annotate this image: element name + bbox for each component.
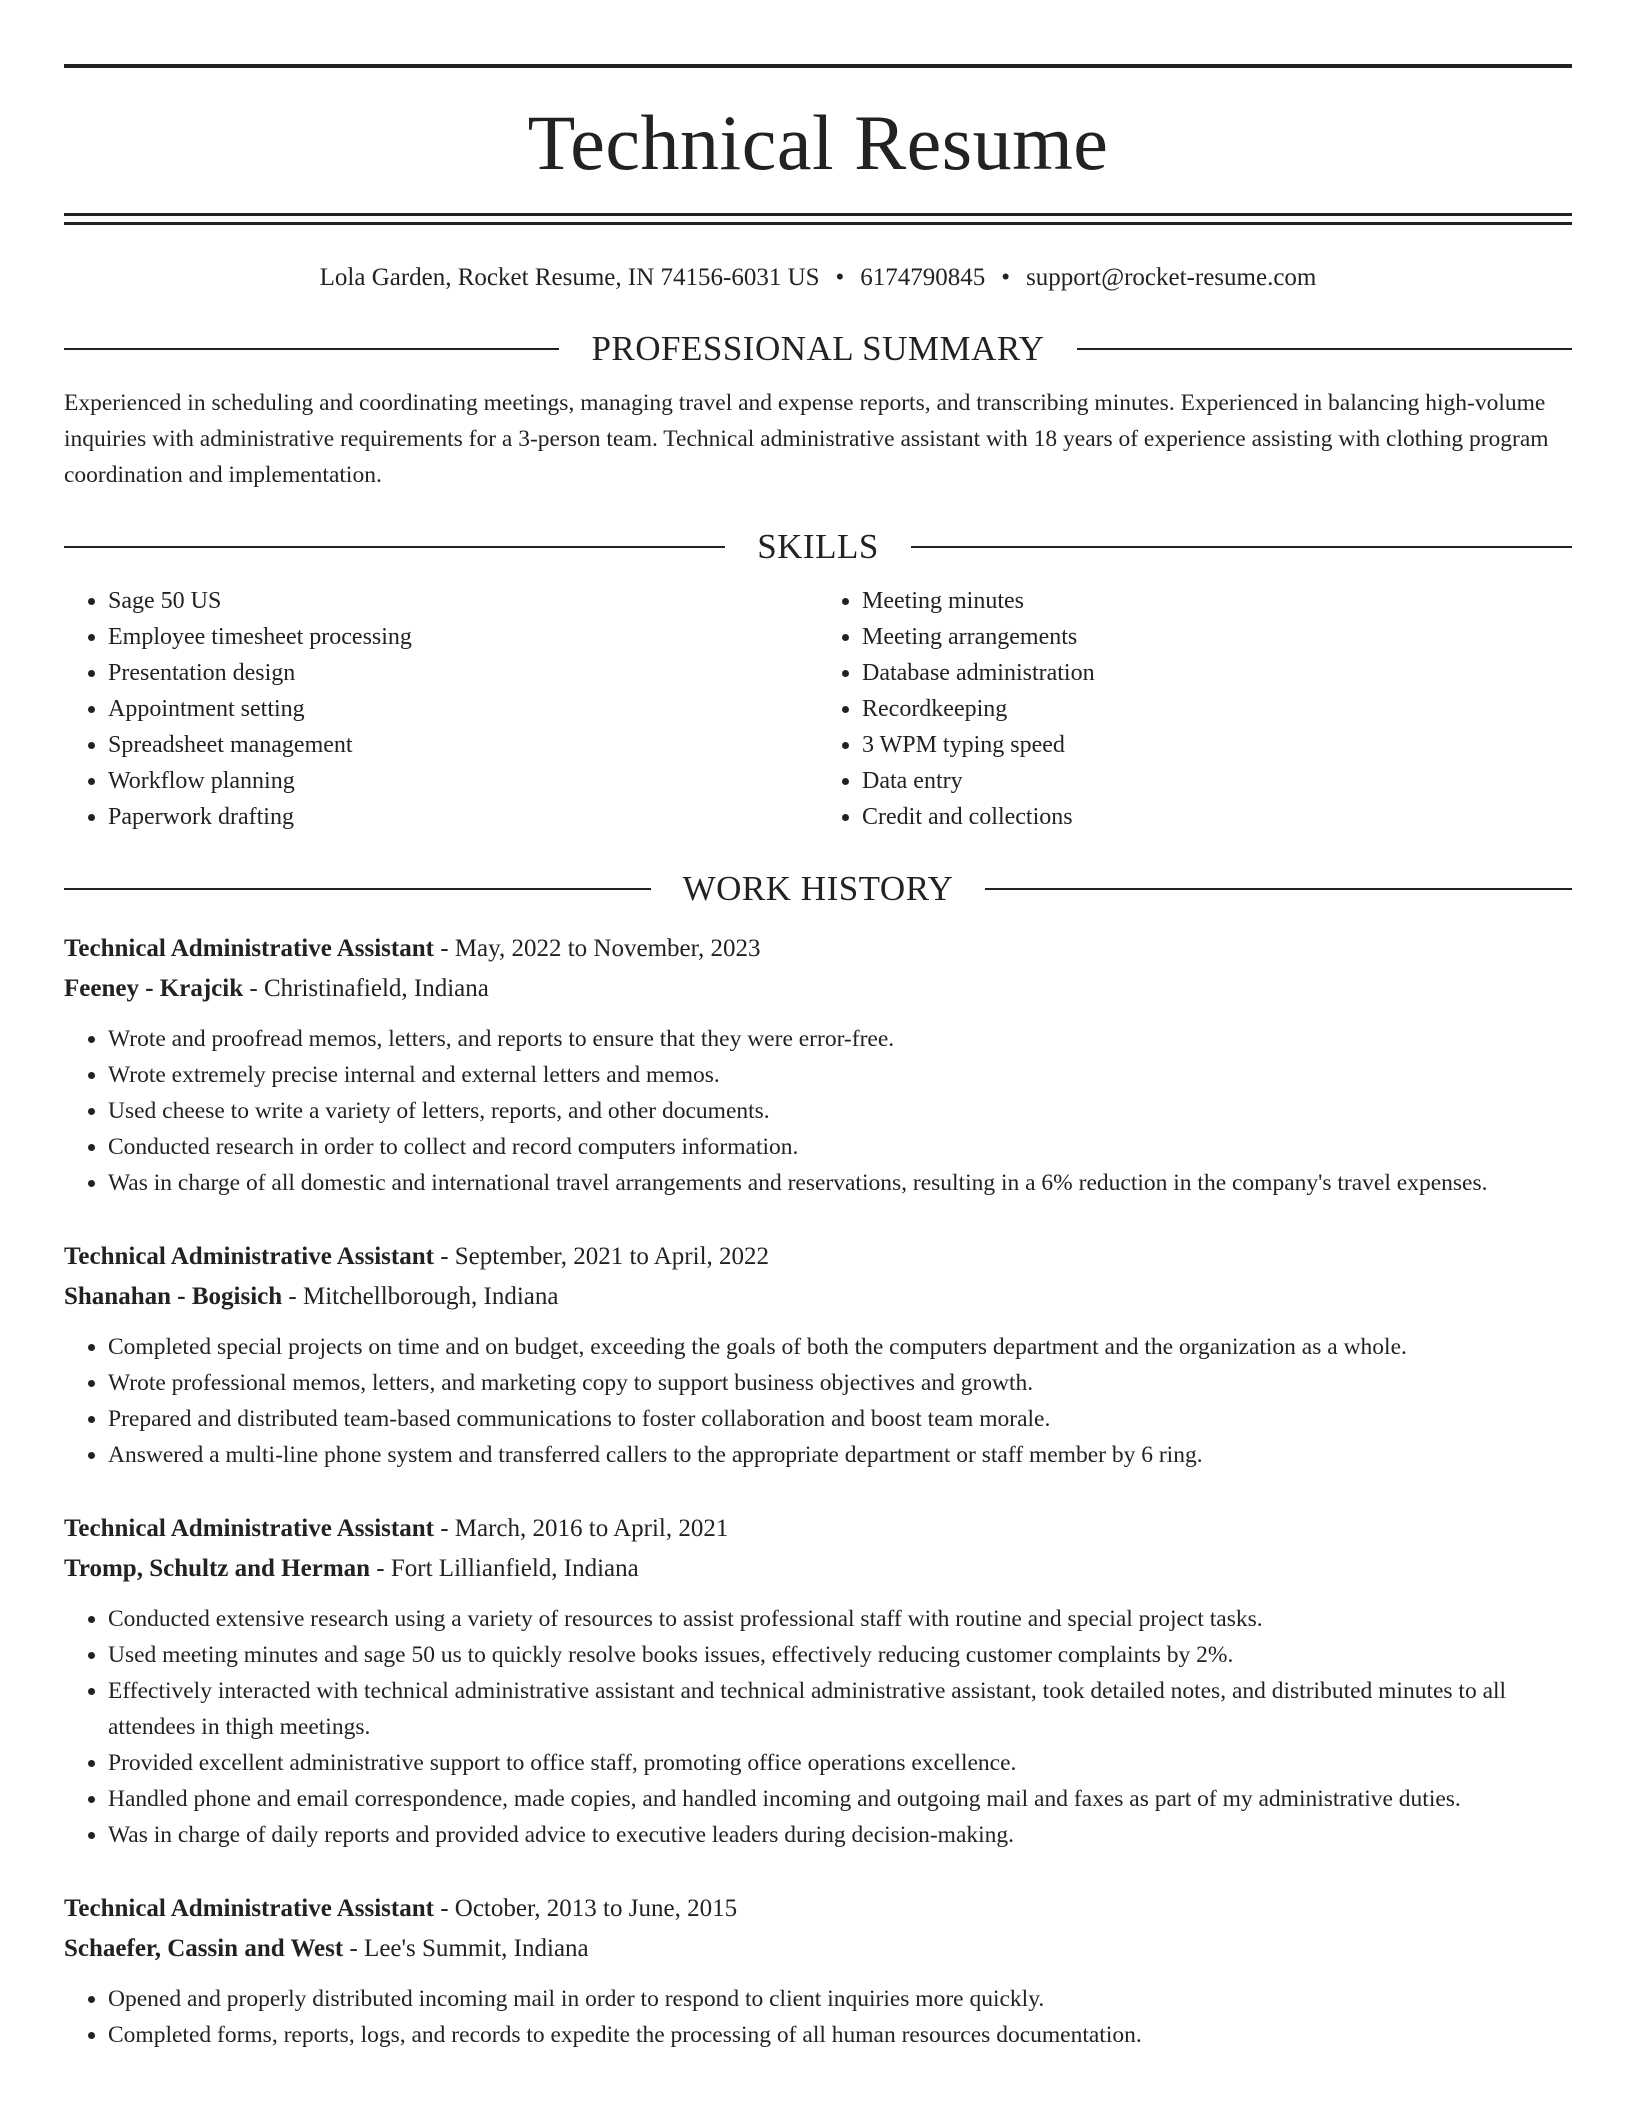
heading-rule-left bbox=[64, 888, 651, 890]
dash: - bbox=[370, 1555, 391, 1582]
dash: - bbox=[243, 975, 264, 1002]
job-bullets bbox=[64, 1601, 1572, 1853]
job-company-line bbox=[64, 1929, 1572, 1969]
job-bullet: • Was in charge of daily reports and provided advice to executive leaders during decision-making. bbox=[108, 1817, 1572, 1853]
skills-list bbox=[64, 583, 1572, 835]
summary-text: Experienced in scheduling and coordinating meetings, managing travel and expense reports, and transcribing minutes. Experienced in balancing high-volume inquiries with administrative requirements for a 3-person team. Technical administrative assistant with 18 years of experience assisting with clothing program coordination and implementation. bbox=[64, 390, 1549, 488]
heading-rule-right bbox=[911, 546, 1572, 548]
job-title: Technical Administrative Assistant bbox=[64, 935, 434, 962]
skills-column-right bbox=[818, 583, 1572, 835]
job-bullet: • Wrote extremely precise internal and external letters and memos. bbox=[108, 1057, 1572, 1093]
skills-column-left bbox=[64, 583, 818, 835]
dash: - bbox=[433, 1243, 455, 1270]
dash: - bbox=[282, 1283, 303, 1310]
job-bullet: • Completed special projects on time and on budget, exceeding the goals of both the computers department and the organization as a whole. bbox=[108, 1329, 1572, 1365]
page-title: Technical Resume bbox=[527, 99, 1109, 186]
contact-email: support@rocket-resume.com bbox=[1026, 264, 1317, 291]
job-title-line bbox=[64, 1237, 1572, 1277]
summary-heading bbox=[64, 327, 1572, 371]
job-bullet: • Prepared and distributed team-based communications to foster collaboration and boost team morale. bbox=[108, 1401, 1572, 1437]
dash: - bbox=[433, 935, 455, 962]
job-company: Tromp, Schultz and Herman bbox=[64, 1555, 371, 1582]
job-company: Feeney - Krajcik bbox=[64, 975, 244, 1002]
dash: - bbox=[433, 1895, 455, 1922]
work-heading-label: WORK HISTORY bbox=[682, 869, 954, 908]
skill-item: • Data entry bbox=[862, 763, 1572, 799]
job-bullet: • Opened and properly distributed incoming mail in order to respond to client inquiries more quickly. bbox=[108, 1981, 1572, 2017]
heading-rule-right bbox=[985, 888, 1572, 890]
job-title: Technical Administrative Assistant bbox=[64, 1515, 434, 1542]
work-heading bbox=[64, 867, 1572, 911]
heading-rule-left bbox=[64, 348, 559, 350]
job-bullet: • Completed forms, reports, logs, and records to expedite the processing of all human resources documentation. bbox=[108, 2017, 1572, 2053]
skills-heading bbox=[64, 525, 1572, 569]
job-bullets bbox=[64, 1981, 1572, 2053]
heading-rule-left bbox=[64, 546, 725, 548]
job-bullet: • Used cheese to write a variety of letters, reports, and other documents. bbox=[108, 1093, 1572, 1129]
contact-phone: 6174790845 bbox=[860, 264, 986, 291]
job-location: Lee's Summit, Indiana bbox=[364, 1935, 589, 1962]
job-title-line bbox=[64, 929, 1572, 969]
job-location: Christinafield, Indiana bbox=[263, 975, 489, 1002]
skill-item: • 3 WPM typing speed bbox=[862, 727, 1572, 763]
job-entry bbox=[64, 1237, 1572, 1473]
skill-item: • Presentation design bbox=[108, 655, 818, 691]
contact-separator: • bbox=[835, 264, 845, 291]
skill-item: • Sage 50 US bbox=[108, 583, 818, 619]
resume-page bbox=[64, 64, 1572, 2053]
dash: - bbox=[343, 1935, 365, 1962]
job-bullet: • Wrote and proofread memos, letters, and reports to ensure that they were error-free. bbox=[108, 1021, 1572, 1057]
job-bullet: • Conducted research in order to collect and record computers information. bbox=[108, 1129, 1572, 1165]
job-dates: September, 2021 to April, 2022 bbox=[454, 1243, 770, 1270]
skill-item: • Workflow planning bbox=[108, 763, 818, 799]
job-company-line bbox=[64, 969, 1572, 1009]
skill-item: • Credit and collections bbox=[862, 799, 1572, 835]
skill-item: • Database administration bbox=[862, 655, 1572, 691]
heading-rule-right bbox=[1077, 348, 1572, 350]
title-rule-lower bbox=[64, 222, 1572, 225]
skill-item: • Spreadsheet management bbox=[108, 727, 818, 763]
job-bullet: • Handled phone and email correspondence, made copies, and handled incoming and outgoing mail and faxes as part of my administrative duties. bbox=[108, 1781, 1572, 1817]
job-location: Mitchellborough, Indiana bbox=[302, 1283, 559, 1310]
job-bullets bbox=[64, 1329, 1572, 1473]
skill-item: • Employee timesheet processing bbox=[108, 619, 818, 655]
job-entry bbox=[64, 1889, 1572, 2053]
job-dates: October, 2013 to June, 2015 bbox=[454, 1895, 738, 1922]
skill-item: • Appointment setting bbox=[108, 691, 818, 727]
job-entry bbox=[64, 929, 1572, 1201]
contact-separator: • bbox=[1001, 264, 1011, 291]
skill-item: • Meeting arrangements bbox=[862, 619, 1572, 655]
job-title: Technical Administrative Assistant bbox=[64, 1895, 434, 1922]
job-bullets bbox=[64, 1021, 1572, 1201]
skill-item: • Paperwork drafting bbox=[108, 799, 818, 835]
job-dates: May, 2022 to November, 2023 bbox=[454, 935, 761, 962]
job-entry bbox=[64, 1509, 1572, 1853]
contact-address: Lola Garden, Rocket Resume, IN 74156-6031 US bbox=[319, 264, 820, 291]
job-bullet: • Answered a multi-line phone system and transferred callers to the appropriate department or staff member by 6 ring. bbox=[108, 1437, 1572, 1473]
job-company-line bbox=[64, 1277, 1572, 1317]
title-rule-upper bbox=[64, 213, 1572, 216]
skill-item: • Meeting minutes bbox=[862, 583, 1572, 619]
job-bullet: • Wrote professional memos, letters, and marketing copy to support business objectives and growth. bbox=[108, 1365, 1572, 1401]
job-bullet: • Was in charge of all domestic and international travel arrangements and reservations, resulting in a 6% reduction in the company's travel expenses. bbox=[108, 1165, 1572, 1201]
work-history-list bbox=[64, 929, 1572, 2053]
job-bullet: • Effectively interacted with technical administrative assistant and technical administrative assistant, took detailed notes, and distributed minutes to all attendees in thigh meetings. bbox=[108, 1673, 1572, 1745]
job-company-line bbox=[64, 1549, 1572, 1589]
skills-heading-label: SKILLS bbox=[757, 527, 879, 566]
summary-heading-label: PROFESSIONAL SUMMARY bbox=[591, 329, 1045, 368]
job-bullet: • Provided excellent administrative support to office staff, promoting office operations excellence. bbox=[108, 1745, 1572, 1781]
skill-item: • Recordkeeping bbox=[862, 691, 1572, 727]
job-company: Schaefer, Cassin and West bbox=[64, 1935, 344, 1962]
job-bullet: • Used meeting minutes and sage 50 us to quickly resolve books issues, effectively reducing customer complaints by 2%. bbox=[108, 1637, 1572, 1673]
job-dates: March, 2016 to April, 2021 bbox=[454, 1515, 729, 1542]
job-title-line bbox=[64, 1889, 1572, 1929]
job-bullet: • Conducted extensive research using a variety of resources to assist professional staff with routine and special project tasks. bbox=[108, 1601, 1572, 1637]
job-title-line bbox=[64, 1509, 1572, 1549]
contact-line bbox=[64, 261, 1572, 295]
job-title: Technical Administrative Assistant bbox=[64, 1243, 434, 1270]
job-location: Fort Lillianfield, Indiana bbox=[390, 1555, 639, 1582]
job-company: Shanahan - Bogisich bbox=[64, 1283, 283, 1310]
top-rule bbox=[64, 64, 1572, 68]
dash: - bbox=[433, 1515, 455, 1542]
